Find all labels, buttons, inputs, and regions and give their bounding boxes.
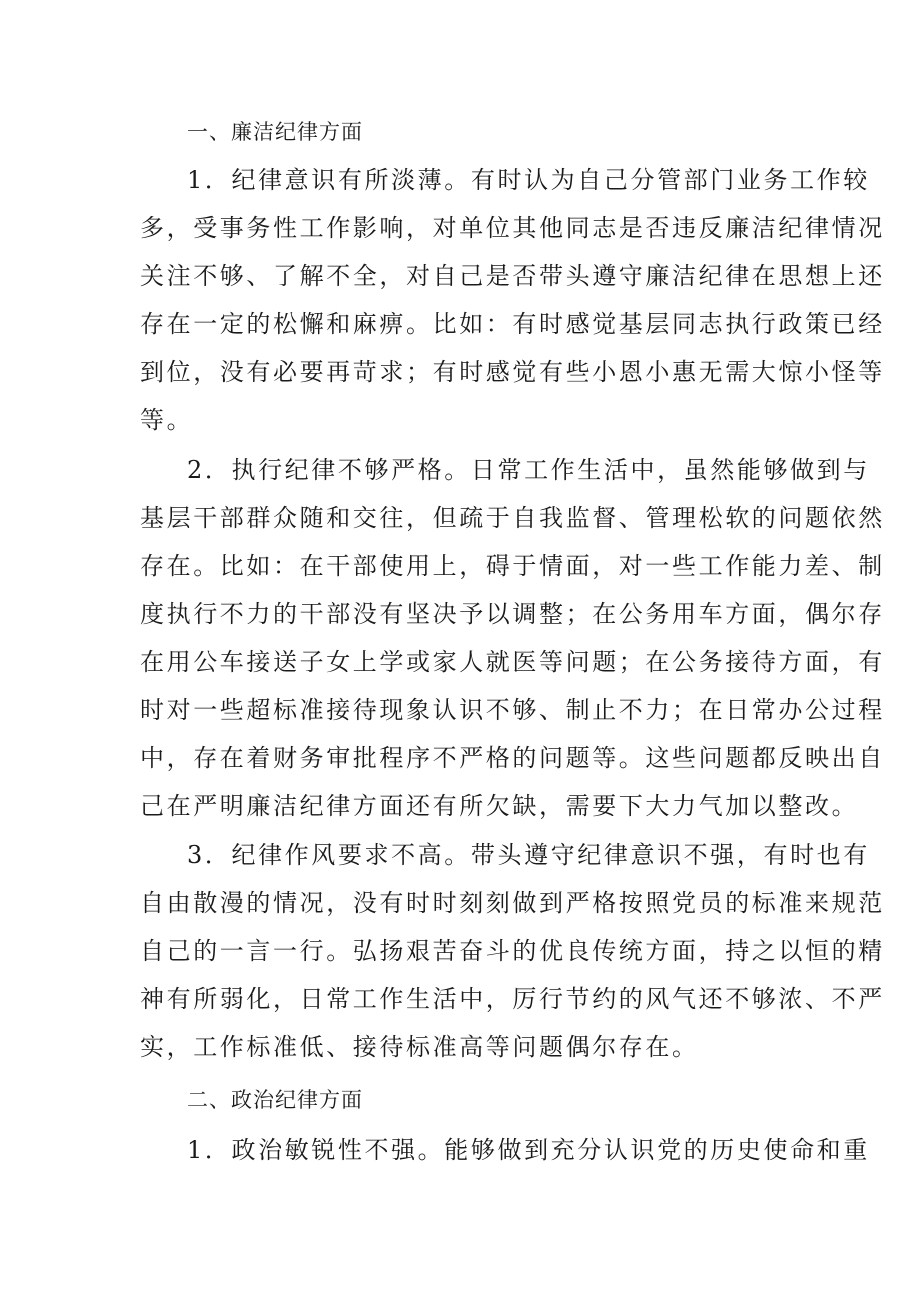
paragraph-line: 自由散漫的情况，没有时时刻刻做到严格按照党员的标准来规范 — [140, 889, 885, 917]
paragraph-line: 存在一定的松懈和麻痹。比如：有时感觉基层同志执行政策已经 — [140, 310, 885, 338]
paragraph-line: 关注不够、了解不全，对自己是否带头遵守廉洁纪律在思想上还 — [140, 262, 885, 290]
paragraph-line: 1．政治敏锐性不强。能够做到充分认识党的历史使命和重 — [187, 1136, 870, 1164]
section-heading-political-discipline: 二、政治纪律方面 — [187, 1088, 363, 1112]
section-heading-discipline-integrity: 一、廉洁纪律方面 — [187, 120, 363, 144]
paragraph-line: 中，存在着财务审批程序不严格的问题等。这些问题都反映出自 — [140, 744, 885, 772]
paragraph-line: 基层干部群众随和交往，但疏于自我监督、管理松软的问题依然 — [140, 504, 885, 532]
paragraph-line: 等。 — [140, 406, 194, 434]
paragraph-line: 在用公车接送子女上学或家人就医等问题；在公务接待方面，有 — [140, 648, 885, 676]
paragraph-line: 2．执行纪律不够严格。日常工作生活中，虽然能够做到与 — [187, 456, 870, 484]
paragraph-line: 3．纪律作风要求不高。带头遵守纪律意识不强，有时也有 — [187, 841, 870, 869]
paragraph-line: 度执行不力的干部没有坚决予以调整；在公务用车方面，偶尔存 — [140, 600, 885, 628]
paragraph-line: 己在严明廉洁纪律方面还有所欠缺，需要下大力气加以整改。 — [140, 792, 859, 820]
paragraph-line: 神有所弱化，日常工作生活中，厉行节约的风气还不够浓、不严 — [140, 985, 885, 1013]
paragraph-line: 到位，没有必要再苛求；有时感觉有些小恩小惠无需大惊小怪等 — [140, 358, 885, 386]
paragraph-line: 自己的一言一行。弘扬艰苦奋斗的优良传统方面，持之以恒的精 — [140, 937, 885, 965]
paragraph-line: 1．纪律意识有所淡薄。有时认为自己分管部门业务工作较 — [187, 166, 870, 194]
paragraph-line: 存在。比如：在干部使用上，碍于情面，对一些工作能力差、制 — [140, 552, 885, 580]
paragraph-line: 时对一些超标准接待现象认识不够、制止不力；在日常办公过程 — [140, 696, 885, 724]
paragraph-line: 实，工作标准低、接待标准高等问题偶尔存在。 — [140, 1033, 699, 1061]
paragraph-line: 多，受事务性工作影响，对单位其他同志是否违反廉洁纪律情况 — [140, 214, 885, 242]
